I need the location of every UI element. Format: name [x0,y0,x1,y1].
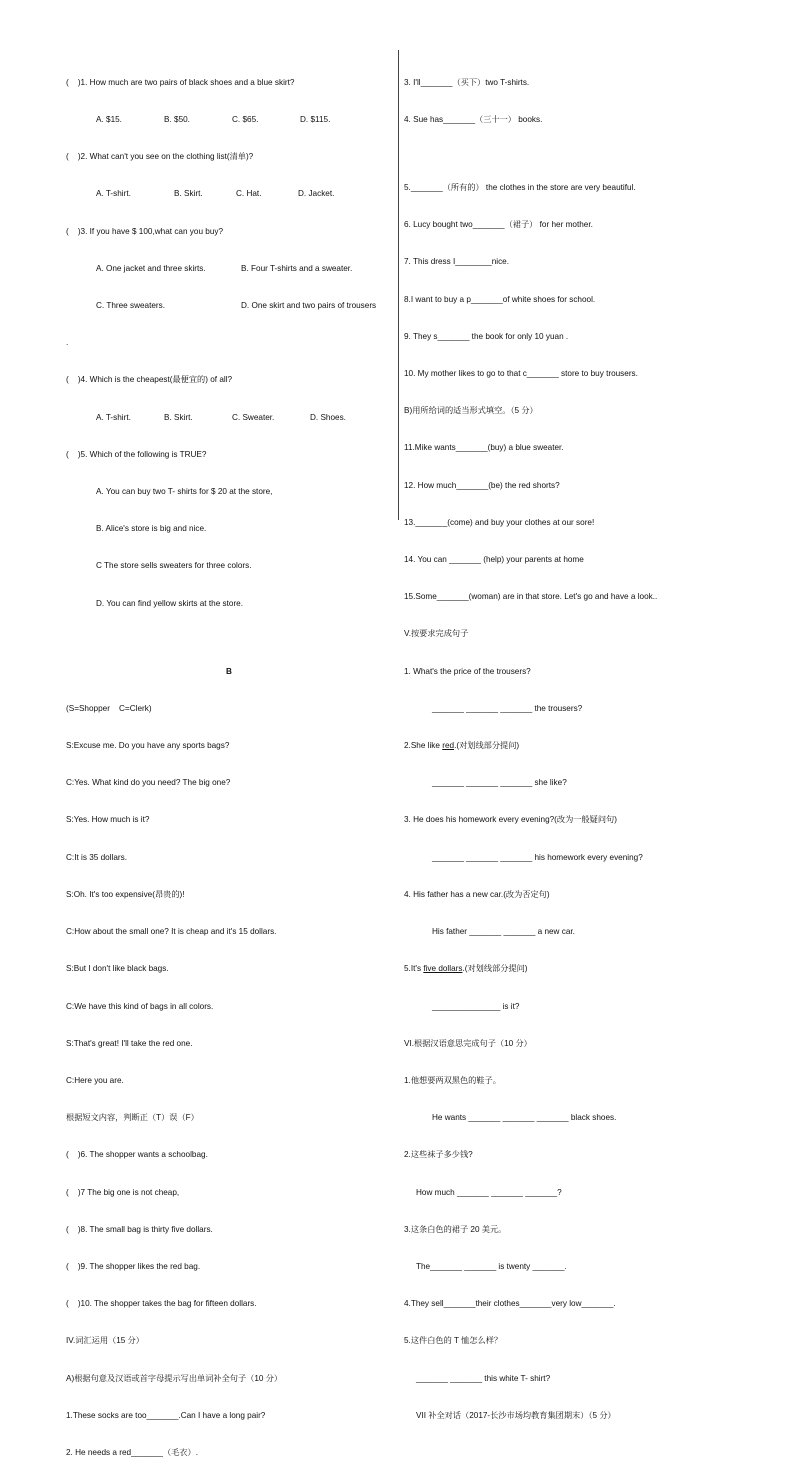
section-6-heading: VI.根据汉语意思完成句子（10 分） [404,1038,532,1048]
chinese-5-answer: _______ _______ this white T- shirt? [416,1373,551,1383]
section-b-heading: B [226,666,232,676]
q2-stem: ( )2. What can't you see on the clothing list(清单)? [66,152,254,162]
q3-option-c: C. Three sweaters. [96,301,166,311]
spacer [404,151,734,157]
section-7-heading: VII 补全对话（2017-长沙市场均教育集团期末）（5 分） [416,1410,616,1420]
q5-option-a: A. You can buy two T- shirts for $ 20 at the store, [96,487,273,497]
tf-item: ( )8. The small bag is thirty five dollars. [66,1224,213,1234]
rewrite-2-instruction: .(对划线部分提问) [454,741,520,751]
vocab-2: 2. He needs a red_______（毛衣）. [66,1447,198,1457]
q4-option-c: C. Sweater. [232,412,275,422]
q2-option-b: B. Skirt. [174,189,203,199]
vocab-8: 8.I want to buy a p_______of white shoes for school. [404,294,596,304]
dialogue-line: S:Oh. It's too expensive(昂贵的)! [66,889,185,899]
q3-options-ab [66,263,392,275]
vocab-5: 5._______（所有的） the clothes in the store are very beautiful. [404,183,636,193]
q4-options [66,412,392,424]
q3-options-cd [66,300,392,312]
vocab-10: 10. My mother likes to go to that c_______ store to buy trousers. [404,369,638,379]
dialogue-line: S:Excuse me. Do you have any sports bags? [66,741,230,751]
dialogue-line: C:It is 35 dollars. [66,852,127,862]
vocab-9: 9. They s_______ the book for only 10 yuan . [404,331,569,341]
q2-option-a: A. T-shirt. [96,189,131,199]
q3-option-d: D. One skirt and two pairs of trousers [241,301,377,311]
q3-option-a: A. One jacket and three skirts. [96,263,206,273]
blank-11: 11.Mike wants_______(buy) a blue sweater. [404,443,564,453]
q5-option-d: D. You can find yellow skirts at the store. [96,598,243,608]
stray-dot: . [66,338,69,348]
vocab-6: 6. Lucy bought two_______（裙子） for her mother. [404,220,593,230]
dialogue-line: C:Yes. What kind do you need? The big one? [66,778,231,788]
chinese-2-answer: How much _______ _______ _______? [416,1187,562,1197]
rewrite-5 [404,963,734,975]
spacer [66,635,392,641]
q4-stem: ( )4. Which is the cheapest(最便宜的) of all? [66,375,233,385]
rewrite-1: 1. What's the price of the trousers? [404,666,531,676]
q4-option-b: B. Skirt. [164,412,193,422]
blank-14: 14. You can _______ (help) your parents at home [404,555,584,565]
right-column [404,52,734,1447]
dialogue-line: C:We have this kind of bags in all colors. [66,1001,214,1011]
q5-stem: ( )5. Which of the following is TRUE? [66,449,207,459]
rewrite-3: 3. He does his homework every evening?(改为一般疑问句) [404,815,617,825]
q4-option-a: A. T-shirt. [96,412,131,422]
dialogue-line: C:Here you are. [66,1075,124,1085]
chinese-1-answer: He wants _______ _______ _______ black shoes. [432,1113,617,1123]
dialogue-line: S:Yes. How much is it? [66,815,150,825]
q1-options [66,114,392,126]
vocab-3: 3. I'll_______（买下）two T-shirts. [404,77,530,87]
chinese-5: 5.这件白色的 T 恤怎么样？ [404,1336,503,1346]
rewrite-2-underlined: red [442,741,455,751]
section-4-heading: IV.词汇运用（15 分） [66,1336,144,1346]
q4-option-d: D. Shoes. [310,412,346,422]
rewrite-1-answer: _______ _______ _______ the trousers? [432,703,583,713]
q5-option-b: B. Alice's store is big and nice. [96,524,207,534]
q2-options [66,188,392,200]
tf-item: ( )10. The shopper takes the bag for fifteen dollars. [66,1299,257,1309]
section-4b-heading: B)用所给词的适当形式填空。（5 分） [404,406,538,416]
q3-stem: ( )3. If you have $ 100,what can you buy? [66,226,224,236]
section-5-heading: V.按要求完成句子 [404,629,469,639]
rewrite-4: 4. His father has a new car.(改为否定句) [404,889,550,899]
rewrite-3-answer: _______ _______ _______ his homework every evening? [432,852,643,862]
dialogue-line: C:How about the small one? It is cheap and it's 15 dollars. [66,927,277,937]
dialogue-line: S:But I don't like black bags. [66,964,169,974]
rewrite-4-answer: His father _______ _______ a new car. [432,927,575,937]
chinese-3: 3.这条白色的裙子 20 美元。 [404,1224,507,1234]
tf-item: ( )7 The big one is not cheap, [66,1187,180,1197]
vocab-1: 1.These socks are too_______.Can I have a long pair? [66,1410,266,1420]
vocab-7: 7. This dress I________nice. [404,257,509,267]
tf-instruction: 根据短文内容，判断正（T）误（F） [66,1113,199,1123]
blank-12: 12. How much_______(be) the red shorts? [404,480,560,490]
q1-option-b: B. $50. [164,115,190,125]
tf-item: ( )6. The shopper wants a schoolbag. [66,1150,208,1160]
blank-15: 15.Some_______(woman) are in that store. Let's go and have a look.. [404,592,658,602]
rewrite-5-text: 5.It's [404,964,424,974]
q1-option-a: A. $15. [96,115,122,125]
blank-13: 13._______(come) and buy your clothes at our sore! [404,517,595,527]
chinese-3-answer: The_______ _______ is twenty _______. [416,1261,567,1271]
q1-option-d: D. $115. [300,115,331,125]
rewrite-2-text: 2.She like [404,741,443,751]
q2-option-d: D. Jacket. [298,189,335,199]
dialogue-roles: (S=Shopper C=Clerk) [66,703,152,713]
chinese-4: 4.They sell_______their clothes_______very low_______. [404,1299,616,1309]
dialogue-line: S:That's great! I'll take the red one. [66,1038,193,1048]
column-divider [398,50,399,520]
q1-stem: ( )1. How much are two pairs of black shoes and a blue skirt? [66,77,295,87]
chinese-1: 1.他想要两双黑色的鞋子。 [404,1075,501,1085]
chinese-2: 2.这些袜子多少钱? [404,1150,473,1160]
section-4a-heading: A)根据句意及汉语或首字母提示写出单词补全句子（10 分） [66,1373,283,1383]
rewrite-5-instruction: .(对划线部分提问) [462,964,528,974]
vocab-4: 4. Sue has_______（三十一） books. [404,115,543,125]
tf-item: ( )9. The shopper likes the red bag. [66,1261,201,1271]
rewrite-5-underlined: five dollars [423,964,463,974]
q2-option-c: C. Hat. [236,189,262,199]
left-column [66,52,392,1484]
rewrite-5-answer: _______________ is it? [432,1001,520,1011]
q5-option-c: C The store sells sweaters for three colors. [96,561,252,571]
rewrite-2-answer: _______ _______ _______ she like? [432,778,567,788]
q1-option-c: C. $65. [232,115,259,125]
rewrite-2 [404,740,734,752]
q3-option-b: B. Four T-shirts and a sweater. [241,263,353,273]
